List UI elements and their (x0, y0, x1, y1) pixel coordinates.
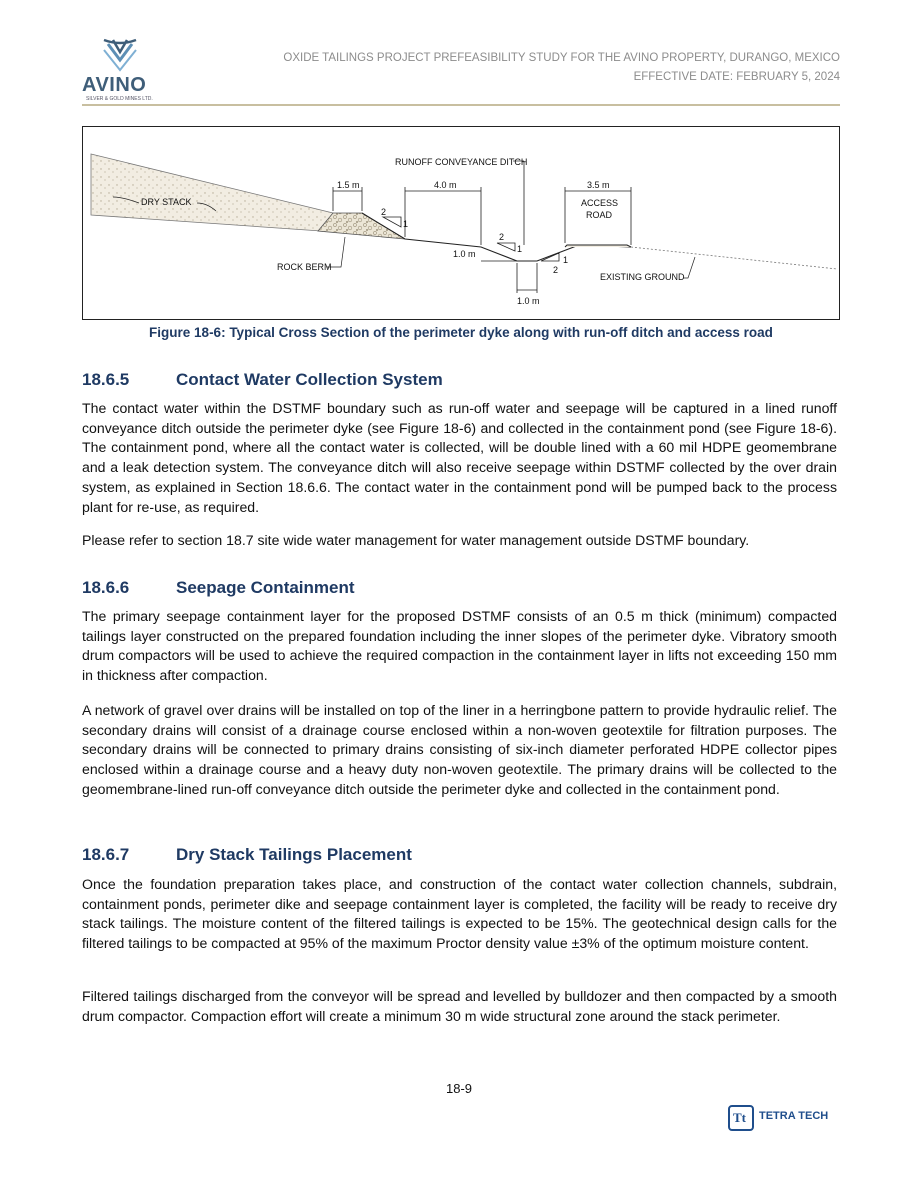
avino-logo-mark-icon (100, 36, 140, 74)
slope-run-c: 2 (553, 265, 559, 275)
tetra-tech-name: TETRA TECH (759, 1110, 829, 1122)
paragraph: A network of gravel over drains will be installed on top of the liner in a herringbone pattern to provide hydraulic relief. The secondary drains will consist of a drainage course enclosed within a non-woven geotextile for filtration purposes. The secondary drains will be connected to primary drains consisting of six-inch diameter perforated HDPE collector pipes enclosed within a drainage course and a heavy duty non-woven geotextile. The primary drains will be collected to the geomembrane-lined run-off conveyance ditch outside the perimeter dyke and collected in the containment pond. (82, 702, 837, 797)
effective-date: EFFECTIVE DATE: FEBRUARY 5, 2024 (633, 71, 840, 83)
dry-stack-slope (91, 154, 333, 231)
label-access-road-line1: ACCESS (581, 198, 619, 208)
slope-rise-b: 1 (517, 244, 523, 254)
slope-rise-c: 1 (563, 255, 569, 265)
dim-1-0m-depth: 1.0 m (453, 249, 476, 259)
section-number: 18.6.7 (82, 845, 130, 864)
label-dry-stack: DRY STACK (141, 197, 192, 207)
section-title: Contact Water Collection System (176, 370, 443, 389)
section-number: 18.6.5 (82, 370, 130, 389)
document-title: OXIDE TAILINGS PROJECT PREFEASIBILITY STUDY FOR THE AVINO PROPERTY, DURANGO, MEXICO (283, 52, 840, 64)
label-access-road-line2: ROAD (586, 210, 613, 220)
section-heading-18-6-7 (82, 845, 412, 865)
page-header (82, 30, 840, 106)
logo-name: AVINO (82, 74, 147, 96)
label-existing-ground: EXISTING GROUND (600, 272, 685, 282)
cross-section-figure (82, 126, 840, 320)
figure-caption: Figure 18-6: Typical Cross Section of the perimeter dyke along with run-off ditch and access road (149, 325, 773, 340)
section-title: Seepage Containment (176, 578, 355, 597)
slope-run-b: 2 (499, 232, 505, 242)
avino-logo (82, 36, 158, 102)
section-heading-18-6-6 (82, 578, 355, 598)
paragraph: Filtered tailings discharged from the conveyor will be spread and levelled by bulldozer and then compacted by a smooth drum compactor. Compaction effort will create a minimum 30 m wide structural zone around the stack perimeter. (82, 988, 837, 1024)
paragraph: The contact water within the DSTMF boundary such as run-off water and seepage will be captured in a lined runoff conveyance ditch outside the perimeter dyke (see Figure 18-6) and collected in the containment pond (see Figure 18-6). The containment pond, where all the contact water is collected, will be double lined with a 60 mil HDPE geomembrane and a leak detection system. The conveyance ditch will also receive seepage within DSTMF collected by the over drain system, as explained in Section 18.6.6. The contact water in the containment pond will be pumped back to the process plant for re-use, as required. (82, 400, 837, 515)
access-road (565, 245, 631, 247)
dim-3-5m: 3.5 m (587, 180, 610, 190)
label-runoff-ditch: RUNOFF CONVEYANCE DITCH (395, 157, 528, 167)
existing-ground-line (631, 247, 837, 269)
paragraph: The primary seepage containment layer for the proposed DSTMF consists of an 0.5 m thick (minimum) compacted tailings layer constructed on the prepared foundation including the inner slopes of the perimeter dyke. Vibratory smooth drum compactors will be used to achieve the required compaction in the containment layer in lifts not exceeding 150 mm in thickness after compaction. (82, 608, 837, 684)
section-number: 18.6.6 (82, 578, 130, 597)
slope-rise-a: 1 (403, 219, 409, 229)
slope-run-a: 2 (381, 207, 387, 217)
dim-4-0m: 4.0 m (434, 180, 457, 190)
page-number: 18-9 (445, 1081, 473, 1096)
section-heading-18-6-5 (82, 370, 443, 390)
logo-subtitle: SILVER & GOLD MINES LTD. (86, 96, 153, 102)
label-rock-berm: ROCK BERM (277, 262, 332, 272)
section-title: Dry Stack Tailings Placement (176, 845, 412, 864)
tetra-tech-mark-icon (728, 1105, 754, 1131)
tetra-tech-mark-text: Tt (733, 1110, 746, 1125)
dim-1-0m-base: 1.0 m (517, 296, 540, 306)
cross-section-diagram (83, 127, 841, 321)
paragraph: Once the foundation preparation takes place, and construction of the contact water collection channels, subdrain, containment ponds, perimeter dike and seepage containment layer is completed, the facility will be ready to receive dry stack tailings. The moisture content of the filtered tailings is expected to be 15%. The geotechnical design calls for the filtered tailings to be compacted at 95% of the maximum Proctor density value ±3% of the optimum moisture content. (82, 876, 837, 952)
paragraph: Please refer to section 18.7 site wide water management for water management outside DSTMF boundary. (82, 532, 750, 548)
dim-1-5m: 1.5 m (337, 180, 360, 190)
